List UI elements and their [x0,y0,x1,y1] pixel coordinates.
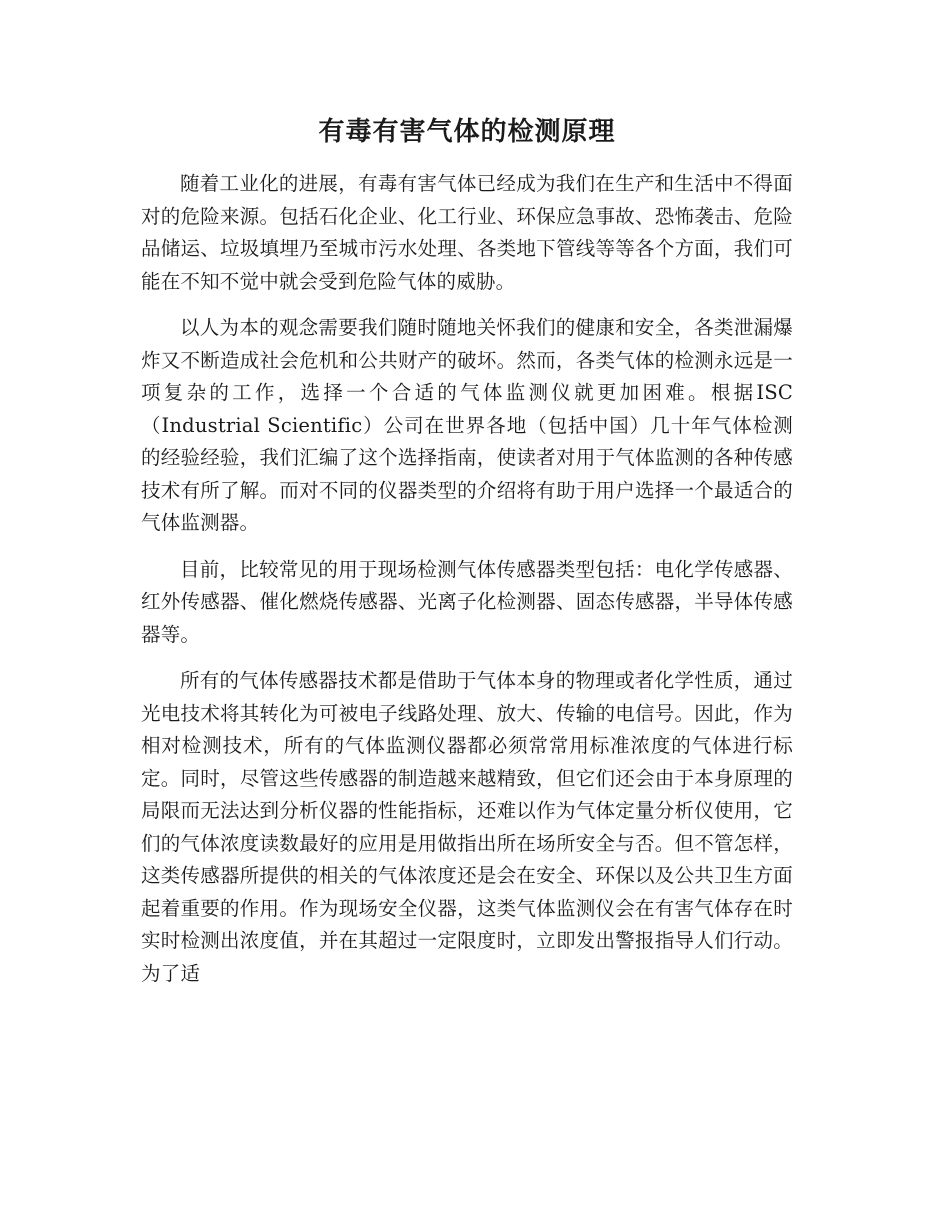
paragraph-intro: 随着工业化的进展，有毒有害气体已经成为我们在生产和生活中不得面对的危险来源。包括石化企业、化工行业、环保应急事故、恐怖袭击、危险品储运、垃圾填埋乃至城市污水处理、各类地下管线等等各个方面，我们可能在不知不觉中就会受到危险气体的威胁。 [141,172,793,293]
document-title: 有毒有害气体的检测原理 [318,117,616,147]
document-page [141,110,793,1004]
paragraph-sensor-types: 目前，比较常见的用于现场检测气体传感器类型包括：电化学传感器、红外传感器、催化燃烧传感器、光离子化检测器、固态传感器，半导体传感器等。 [141,557,793,646]
paragraph-sensor-principles: 所有的气体传感器技术都是借助于气体本身的物理或者化学性质，通过光电技术将其转化为可被电子线路处理、放大、传输的电信号。因此，作为相对检测技术，所有的气体监测仪器都必须常常用标准浓度的气体进行标定。同时，尽管这些传感器的制造越来越精致，但它们还会由于本身原理的局限而无法达到分析仪器的性能指标，还难以作为气体定量分析仪使用，它们的气体浓度读数最好的应用是用做指出所在场所安全与否。但不管怎样，这类传感器所提供的相关的气体浓度还是会在安全、环保以及公共卫生方面起着重要的作用。作为现场安全仪器，这类气体监测仪会在有害气体存在时实时检测出浓度值，并在其超过一定限度时，立即发出警报指导人们行动。为了适 [141,669,793,985]
paragraph-people-oriented: 以人为本的观念需要我们随时随地关怀我们的健康和安全，各类泄漏爆炸又不断造成社会危机和公共财产的破坏。然而，各类气体的检测永远是一项复杂的工作，选择一个合适的气体监测仪就更加困难。根据ISC（Industrial Scientific）公司在世界各地（包括中国）几十年气体检测的经验经验，我们汇编了这个选择指南，使读者对用于气体监测的各种传感技术有所了解。而对不同的仪器类型的介绍将有助于用户选择一个最适合的气体监测器。 [141,316,793,534]
